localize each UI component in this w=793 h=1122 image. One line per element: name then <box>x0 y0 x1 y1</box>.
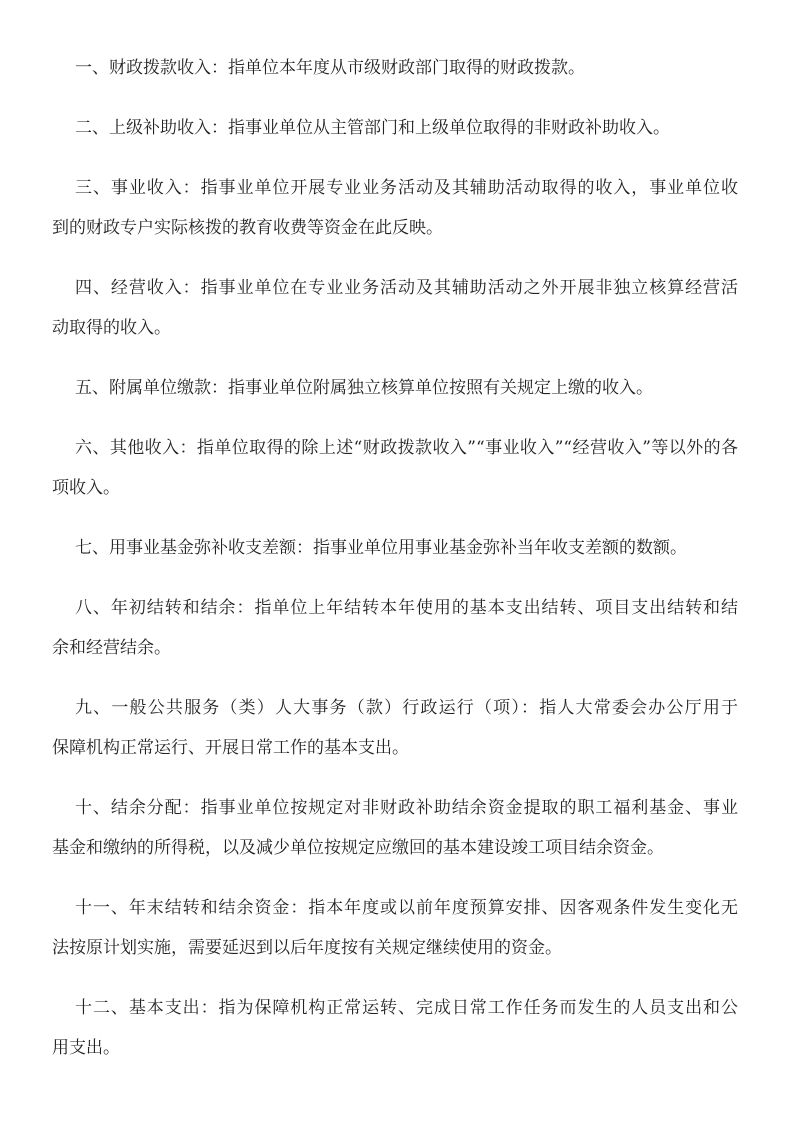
paragraph-line: 四、经营收入：指事业单位在专业业务活动及其辅助活动之外开展非独立核算经营活 <box>75 278 738 298</box>
paragraph-line: 十一、年末结转和结余资金：指本年度或以前年度预算安排、因客观条件发生变化无 <box>75 898 738 918</box>
paragraph <box>52 168 738 248</box>
paragraph-line: 七、用事业基金弥补收支差额：指事业单位用事业基金弥补当年收支差额的数额。 <box>75 538 687 558</box>
paragraph <box>52 428 738 508</box>
paragraph-line: 项收入。 <box>52 478 120 498</box>
paragraph <box>52 48 738 88</box>
paragraph-line: 一、财政拨款收入：指单位本年度从市级财政部门取得的财政拨款。 <box>75 58 585 78</box>
paragraph-line: 五、附属单位缴款：指事业单位附属独立核算单位按照有关规定上缴的收入。 <box>75 378 653 398</box>
paragraph-line: 基金和缴纳的所得税，以及减少单位按规定应缴回的基本建设竣工项目结余资金。 <box>52 838 664 858</box>
paragraph <box>52 888 738 968</box>
paragraph-line: 保障机构正常运行、开展日常工作的基本支出。 <box>52 738 409 758</box>
paragraph-line: 法按原计划实施，需要延迟到以后年度按有关规定继续使用的资金。 <box>52 938 562 958</box>
paragraph-line: 三、事业收入：指事业单位开展专业业务活动及其辅助活动取得的收入，事业单位收 <box>75 178 738 198</box>
paragraph-line: 六、其他收入：指单位取得的除上述“财政拨款收入”“事业收入”“经营收入”等以外的各 <box>75 438 738 458</box>
paragraph <box>52 988 738 1068</box>
paragraph <box>52 108 738 148</box>
document-page <box>52 48 738 1088</box>
paragraph <box>52 788 738 868</box>
paragraph <box>52 688 738 768</box>
paragraph-line: 动取得的收入。 <box>52 318 171 338</box>
paragraph-line: 九、一般公共服务（类）人大事务（款）行政运行（项）：指人大常委会办公厅用于 <box>75 698 738 718</box>
paragraph <box>52 268 738 348</box>
paragraph <box>52 588 738 668</box>
paragraph-line: 十、结余分配：指事业单位按规定对非财政补助结余资金提取的职工福利基金、事业 <box>75 798 738 818</box>
paragraph-line: 余和经营结余。 <box>52 638 171 658</box>
paragraph <box>52 368 738 408</box>
paragraph-line: 到的财政专户实际核拨的教育收费等资金在此反映。 <box>52 218 443 238</box>
paragraph <box>52 528 738 568</box>
paragraph-line: 十二、基本支出：指为保障机构正常运转、完成日常工作任务而发生的人员支出和公 <box>75 998 738 1018</box>
paragraph-line: 八、年初结转和结余：指单位上年结转本年使用的基本支出结转、项目支出结转和结 <box>75 598 738 618</box>
paragraph-line: 二、上级补助收入：指事业单位从主管部门和上级单位取得的非财政补助收入。 <box>75 118 670 138</box>
paragraph-line: 用支出。 <box>52 1038 120 1058</box>
